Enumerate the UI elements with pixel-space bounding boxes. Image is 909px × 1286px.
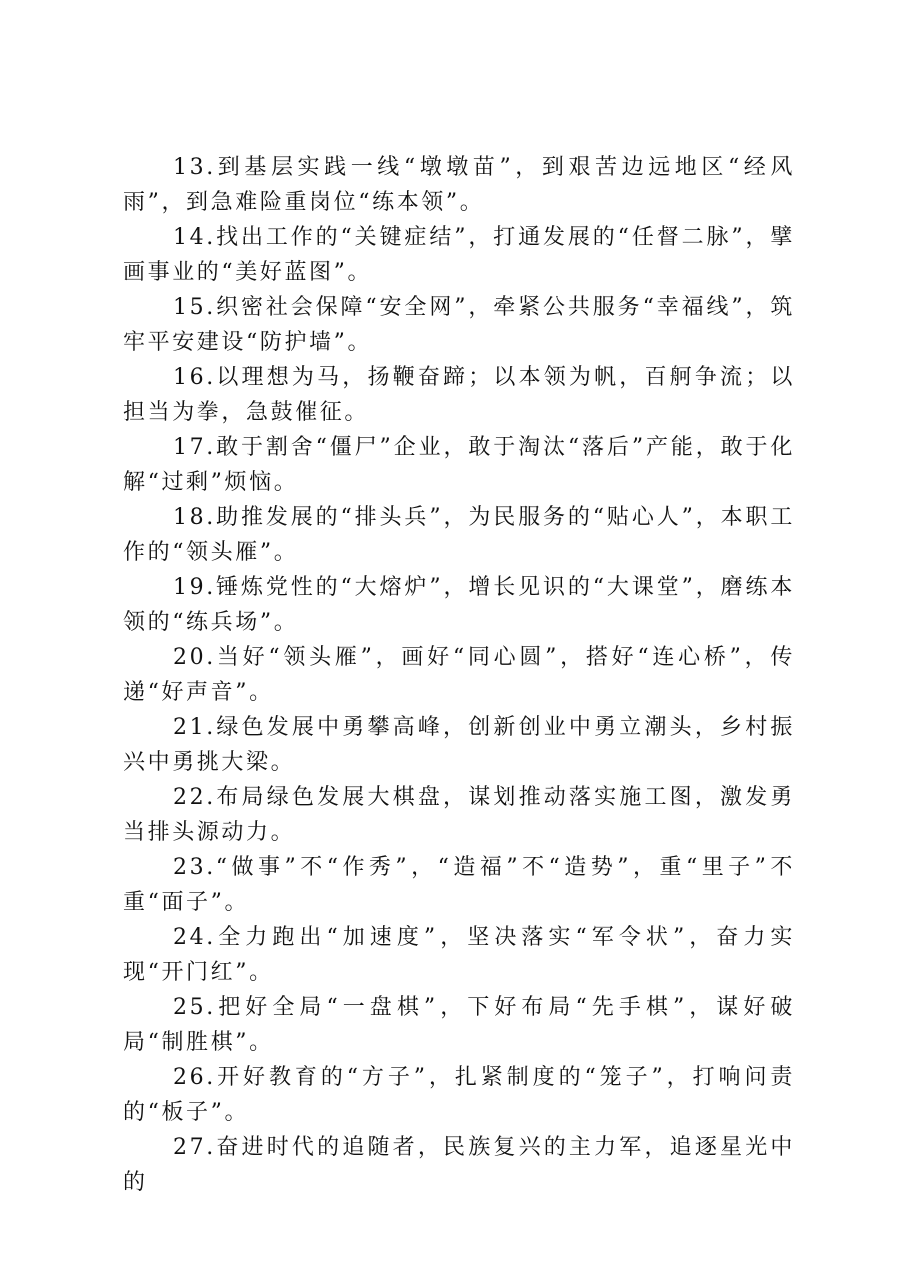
document-body	[123, 150, 795, 1200]
paragraph-26: 26.开好教育的“方子”，扎紧制度的“笼子”，打响问责的“板子”。	[123, 1065, 795, 1125]
paragraph-22: 22.布局绿色发展大棋盘，谋划推动落实施工图，激发勇当排头源动力。	[123, 785, 795, 845]
paragraph-23: 23.“做事”不“作秀”，“造福”不“造势”，重“里子”不重“面子”。	[123, 855, 795, 915]
paragraph-14: 14.找出工作的“关键症结”，打通发展的“任督二脉”，擘画事业的“美好蓝图”。	[123, 225, 795, 285]
paragraph-13: 13.到基层实践一线“墩墩苗”，到艰苦边远地区“经风雨”，到急难险重岗位“练本领”。	[123, 155, 795, 215]
paragraph-24: 24.全力跑出“加速度”，坚决落实“军令状”，奋力实现“开门红”。	[123, 925, 795, 985]
paragraph-19: 19.锤炼党性的“大熔炉”，增长见识的“大课堂”，磨练本领的“练兵场”。	[123, 575, 795, 635]
paragraph-20: 20.当好“领头雁”，画好“同心圆”，搭好“连心桥”，传递“好声音”。	[123, 645, 795, 705]
paragraph-21: 21.绿色发展中勇攀高峰，创新创业中勇立潮头，乡村振兴中勇挑大梁。	[123, 715, 795, 775]
paragraph-27: 27.奋进时代的追随者，民族复兴的主力军，追逐星光中的	[123, 1135, 795, 1195]
paragraph-17: 17.敢于割舍“僵尸”企业，敢于淘汰“落后”产能，敢于化解“过剩”烦恼。	[123, 435, 795, 495]
paragraph-16: 16.以理想为马，扬鞭奋蹄；以本领为帆，百舸争流；以担当为拳，急鼓催征。	[123, 365, 795, 425]
paragraph-18: 18.助推发展的“排头兵”，为民服务的“贴心人”，本职工作的“领头雁”。	[123, 505, 795, 565]
paragraph-25: 25.把好全局“一盘棋”，下好布局“先手棋”，谋好破局“制胜棋”。	[123, 995, 795, 1055]
paragraph-15: 15.织密社会保障“安全网”，牵紧公共服务“幸福线”，筑牢平安建设“防护墙”。	[123, 295, 795, 355]
